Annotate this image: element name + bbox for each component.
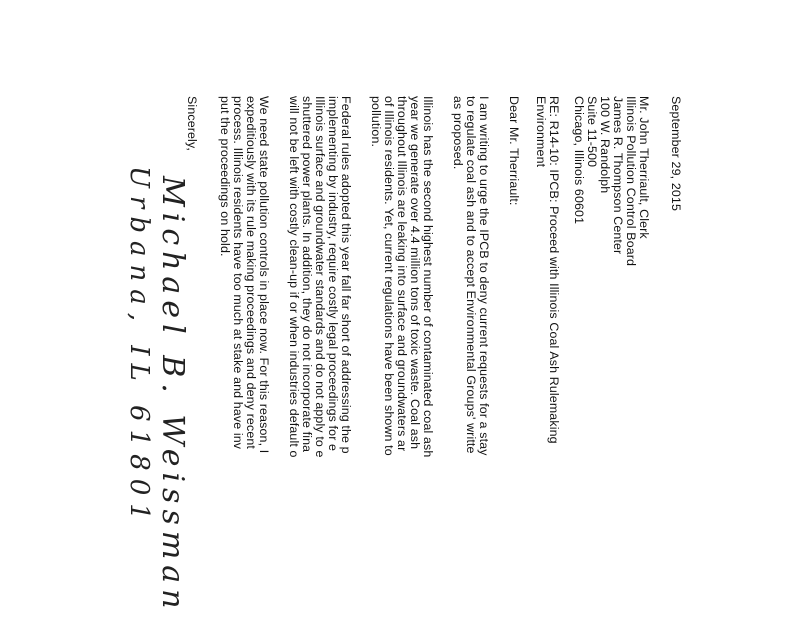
addressee-line: James R. Thompson Center [611,96,625,255]
paragraph-line: as proposed. [451,96,465,170]
paragraph-line: year we generate over 4.4 million tons of toxic waste. Coal ash [408,96,422,450]
paragraph-line: put the proceedings on hold. [218,96,232,257]
paragraph-line: will not be left with costly clean-up if or when industries default o [287,96,301,458]
addressee-line: 100 W. Randolph [598,96,612,194]
closing: Sincerely, [185,96,199,151]
paragraph-line: I am writing to urge the IPCB to deny current requests for a stay [477,96,491,456]
paragraph-line: implementing by industry, require costly legal proceedings for e [326,96,340,452]
addressee-line: Illinois Pollution Control Board [624,96,638,267]
paragraph-line: shuttered power plants. In addition, they do not incorporate fina [300,96,314,453]
letter-date: September 29, 2015 [669,96,683,211]
paragraph-2 [369,96,434,457]
paragraph-line: Illinois has the second highest number of contaminated coal ash [421,96,435,458]
handwritten-address: Urbana, IL 61801 [124,166,154,528]
paragraph-line: to regulate coal ash and to accept Environmental Groups' writte [464,96,478,454]
paragraph-1 [451,96,490,456]
addressee-block [572,96,650,266]
handwritten-signature: Michael B. Weissman [155,176,190,615]
paragraph-line: of Illinois residents. Yet, current regulations have been shown to [382,96,396,456]
salutation: Dear Mr. Therriault: [507,96,521,206]
paragraph-line: throughout Illinois are leaking into surface and groundwaters ar [395,96,409,452]
paragraph-line: We need state pollution controls in place now. For this reason, I [257,96,271,454]
paragraph-line: Federal rules adopted this year fall far short of addressing the p [339,96,353,454]
letter-page [122,96,682,616]
paragraph-4 [218,96,270,453]
subject-line: RE: R14-10: IPCB: Proceed with Illinois Coal Ash Rulemaking [547,96,561,444]
paragraph-line: expeditiously with its rule making proceedings and deny recent [244,96,258,449]
subject-block [534,96,560,444]
addressee-line: Chicago, Illinois 60601 [572,96,586,225]
paragraph-line: pollution. [369,96,383,148]
paragraph-3 [287,96,352,458]
paragraph-line: Illinois surface and groundwater standards and do not apply to e [313,96,327,458]
addressee-line: Suite 11-500 [585,96,599,168]
subject-line: Environment [534,96,548,168]
paragraph-line: process. Illinois residents have too much at stake and have inv [231,96,245,450]
addressee-line: Mr. John Therriault, Clerk [637,96,651,239]
